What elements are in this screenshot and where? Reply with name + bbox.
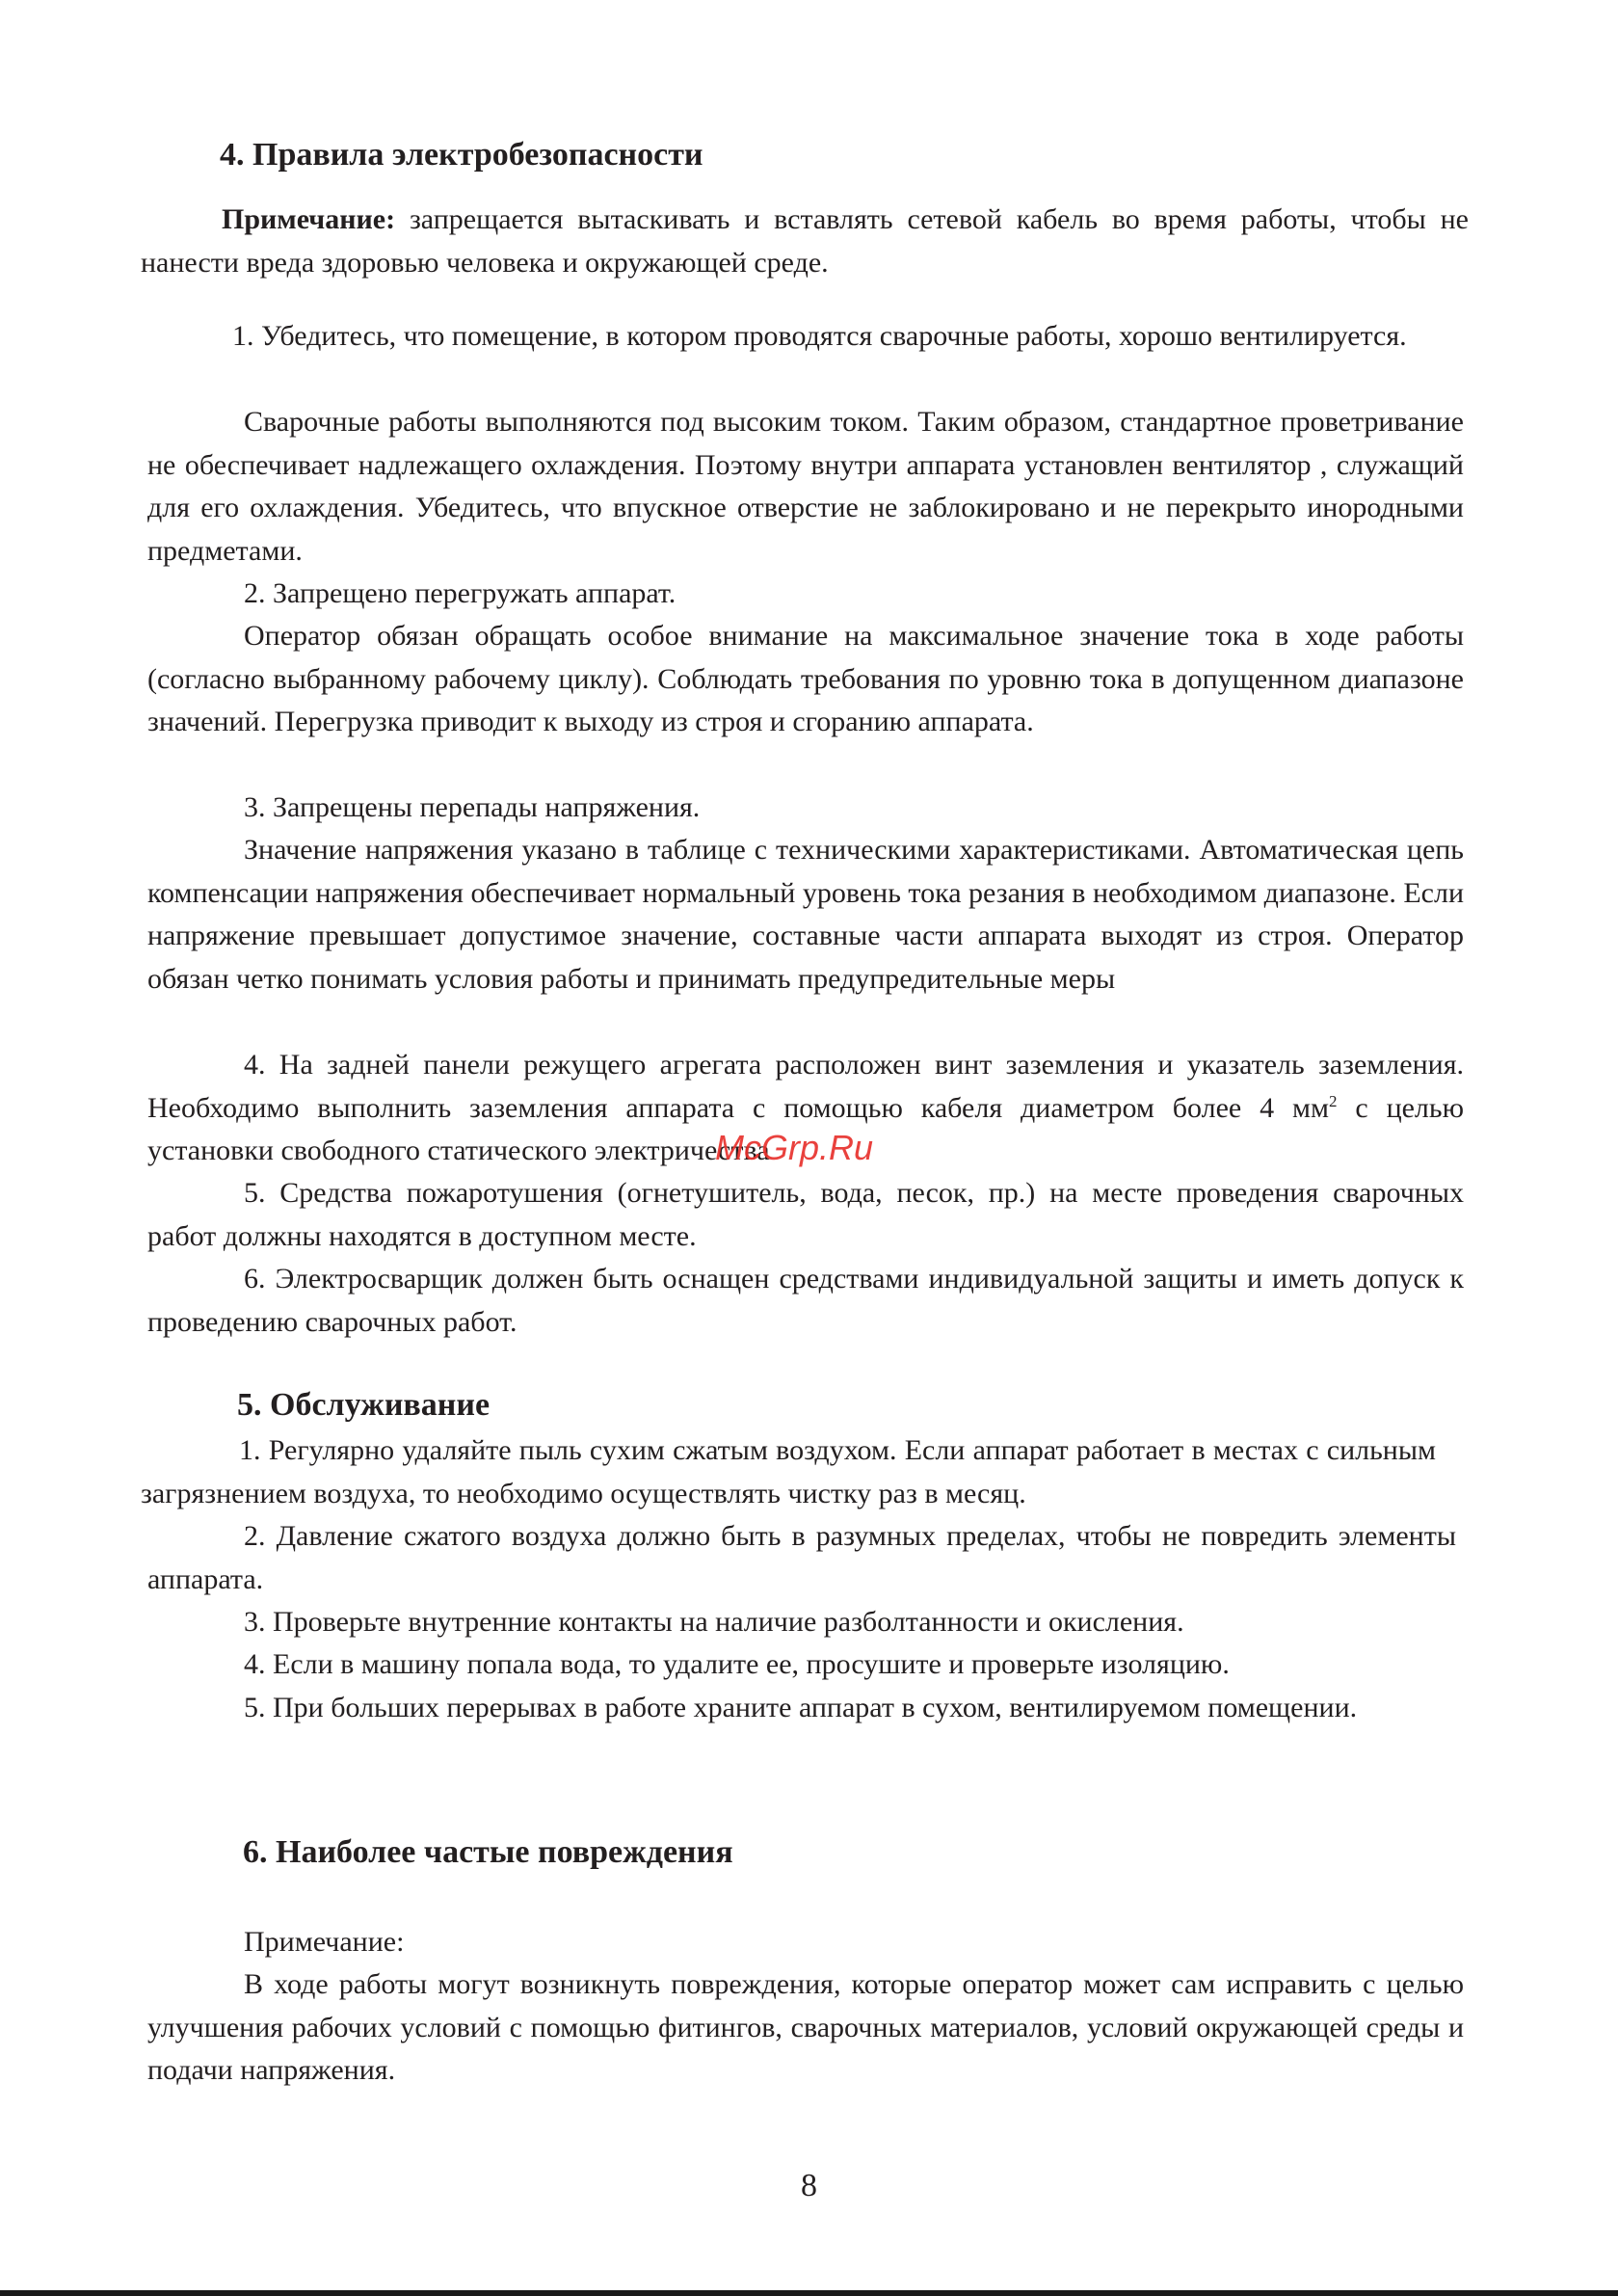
watermark-logo: McGrp.Ru	[715, 1128, 874, 1167]
section-4-heading: 4. Правила электробезопасности	[220, 137, 703, 173]
section-4-item-5: 5. Средства пожаротушения (огнетушитель, вода, песок, пр.) на месте проведения сварочных работ должны находятся в доступном месте.	[147, 1177, 1464, 1252]
section-6-note-label: Примечание:	[244, 1926, 405, 1958]
section-5-item-2: 2. Давление сжатого воздуха должно быть в разумных пределах, чтобы не повредить элементы аппарата.	[147, 1520, 1456, 1595]
item-4-text: 4. На задней панели режущего агрегата расположен винт заземления и указатель заземления. Необходимо выполнить заземления аппарата с помощью кабеля диаметром более 4 мм	[147, 1049, 1464, 1124]
note-label: Примечание:	[222, 203, 396, 235]
section-5-item-5: 5. При больших перерывах в работе храните аппарат в сухом, вентилируемом помещении.	[244, 1692, 1358, 1723]
item-4-text-end: с целью установки свободного статического электричества	[147, 1091, 1464, 1166]
section-4-item-3-detail: Значение напряжения указано в таблице с техническими характеристиками. Автоматическая цепь компенсации напряжения обеспечивает нормальный уровень тока резания в необходимом диапазоне. Если напряжение превышает допустимое значение, составные части аппарата выходят из строя. Оператор обязан четко понимать условия работы и принимать предупредительные меры	[147, 834, 1464, 995]
section-6-note-text: В ходе работы могут возникнуть повреждения, которые оператор может сам исправить с целью улучшения рабочих условий с помощью фитингов, сварочных материалов, условий окружающей среды и подачи напряжения.	[147, 1968, 1464, 2086]
bottom-divider	[0, 2290, 1618, 2296]
section-5-item-3: 3. Проверьте внутренние контакты на наличие разболтанности и окисления.	[244, 1606, 1184, 1638]
section-6-heading: 6. Наиболее частые повреждения	[243, 1834, 733, 1870]
section-5-heading: 5. Обслуживание	[237, 1387, 491, 1423]
section-4-item-1-detail: Сварочные работы выполняются под высоким током. Таким образом, стандартное проветривание не обеспечивает надлежащего охлаждения. Поэтому внутри аппарата установлен вентилятор , служащий для его охлаждения. Убедитесь, что впускное отверстие не заблокировано и не перекрыто инородными предметами.	[147, 406, 1464, 567]
section-4-item-1: 1. Убедитесь, что помещение, в котором проводятся сварочные работы, хорошо вентилируется.	[232, 320, 1407, 352]
superscript-2: 2	[1328, 1091, 1338, 1110]
section-4-note	[141, 199, 1469, 284]
section-4-item-6: 6. Электросварщик должен быть оснащен средствами индивидуальной защиты и иметь допуск к проведению сварочных работ.	[147, 1263, 1464, 1338]
note-text: запрещается вытаскивать и вставлять сетевой кабель во время работы, чтобы не нанести вреда здоровью человека и окружающей среде.	[141, 203, 1469, 279]
section-5-item-1: 1. Регулярно удаляйте пыль сухим сжатым воздухом. Если аппарат работает в местах с сильным загрязнением воздуха, то необходимо осуществлять чистку раз в месяц.	[141, 1434, 1436, 1509]
section-4-item-2: 2. Запрещено перегружать аппарат.	[244, 577, 676, 609]
section-4-item-2-detail: Оператор обязан обращать особое внимание на максимальное значение тока в ходе работы (согласно выбранному рабочему циклу). Соблюдать требования по уровню тока в допущенном диапазоне значений. Перегрузка приводит к выходу из строя и сгоранию аппарата.	[147, 620, 1464, 737]
page-number: 8	[801, 2168, 817, 2203]
section-5-item-4: 4. Если в машину попала вода, то удалите ее, просушите и проверьте изоляцию.	[244, 1648, 1230, 1680]
section-4-item-3: 3. Запрещены перепады напряжения.	[244, 791, 701, 823]
